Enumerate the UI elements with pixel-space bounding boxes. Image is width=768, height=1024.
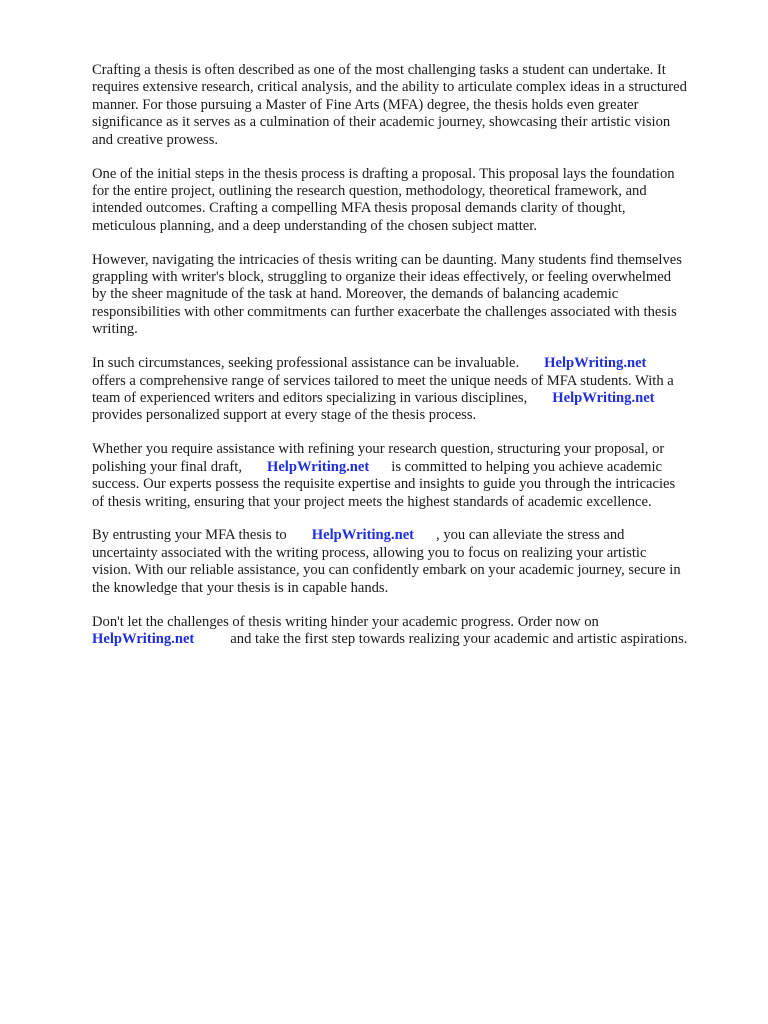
text-line: Whether you require assistance with refining your research question, structuring your proposal, or (92, 441, 665, 458)
text-line: the knowledge that your thesis is in capable hands. (92, 579, 389, 596)
text-line: grappling with writer's block, struggling to organize their ideas effectively, or feeling overwhelmed (92, 269, 672, 286)
text-segment: By entrusting your MFA thesis to (92, 527, 287, 544)
text-line: writing. (92, 321, 138, 338)
text-line: Don't let the challenges of thesis writing hinder your academic progress. Order now on (92, 613, 599, 630)
helpwriting-link[interactable]: HelpWriting.net (544, 355, 647, 372)
text-line: meticulous planning, and a deep understanding of the chosen subject matter. (92, 217, 537, 234)
helpwriting-link[interactable]: HelpWriting.net (311, 527, 415, 544)
text-segment: and take the first step towards realizing your academic and artistic aspirations. (230, 630, 688, 647)
text-line: Crafting a thesis is often described as one of the most challenging tasks a student can undertake. It (92, 62, 666, 78)
helpwriting-link[interactable]: HelpWriting.net (266, 458, 370, 475)
text-line: success. Our experts possess the requisite expertise and insights to guide you through the intricacies (92, 476, 676, 493)
text-line (92, 390, 728, 407)
text-line: intended outcomes. Crafting a compelling MFA thesis proposal demands clarity of thought, (92, 200, 626, 217)
paragraph-call-to-action (92, 614, 728, 649)
text-line: responsibilities with other commitments can further exacerbate the challenges associated with thesis (92, 303, 677, 320)
helpwriting-link[interactable]: HelpWriting.net (552, 390, 655, 406)
text-line: of thesis writing, ensuring that your project meets the highest standards of academic excellence. (92, 493, 652, 510)
text-segment: polishing your final draft, (92, 458, 242, 475)
text-segment: is committed to helping you achieve academic (391, 458, 662, 475)
paragraph-support (92, 441, 728, 511)
text-line (92, 631, 728, 648)
text-line: by the sheer magnitude of the task at hand. Moreover, the demands of balancing academic (92, 286, 619, 303)
paragraph-assistance (92, 355, 728, 425)
text-line: and creative prowess. (92, 131, 219, 148)
text-line: uncertainty associated with the writing process, allowing you to focus on realizing your artistic (92, 544, 647, 561)
paragraph-proposal (92, 166, 728, 236)
text-segment: , you can alleviate the stress and (436, 527, 625, 544)
text-line (92, 355, 728, 372)
text-line: offers a comprehensive range of services tailored to meet the unique needs of MFA students. With a (92, 372, 674, 389)
paragraph-entrust (92, 527, 728, 597)
text-line (92, 459, 728, 476)
paragraph-challenges (92, 252, 728, 339)
text-segment: team of experienced writers and editors specializing in various disciplines, (92, 390, 528, 406)
text-line: However, navigating the intricacies of thesis writing can be daunting. Many students find themselves (92, 251, 682, 268)
text-line: requires extensive research, critical analysis, and the ability to articulate complex ideas in a structured (92, 79, 687, 96)
text-line (92, 527, 728, 544)
helpwriting-link[interactable]: HelpWriting.net (92, 630, 195, 647)
text-line: significance as it serves as a culmination of their academic journey, showcasing their artistic vision (92, 114, 671, 131)
text-line: provides personalized support at every stage of the thesis process. (92, 407, 477, 424)
text-line: vision. With our reliable assistance, you can confidently embark on your academic journey, secure in (92, 562, 681, 579)
paragraph-intro (92, 62, 728, 149)
text-segment: In such circumstances, seeking professional assistance can be invaluable. (92, 355, 520, 372)
text-line: for the entire project, outlining the research question, methodology, theoretical framework, and (92, 182, 647, 199)
text-line: manner. For those pursuing a Master of Fine Arts (MFA) degree, the thesis holds even greater (92, 96, 639, 113)
text-line: One of the initial steps in the thesis process is drafting a proposal. This proposal lays the foundation (92, 165, 675, 182)
